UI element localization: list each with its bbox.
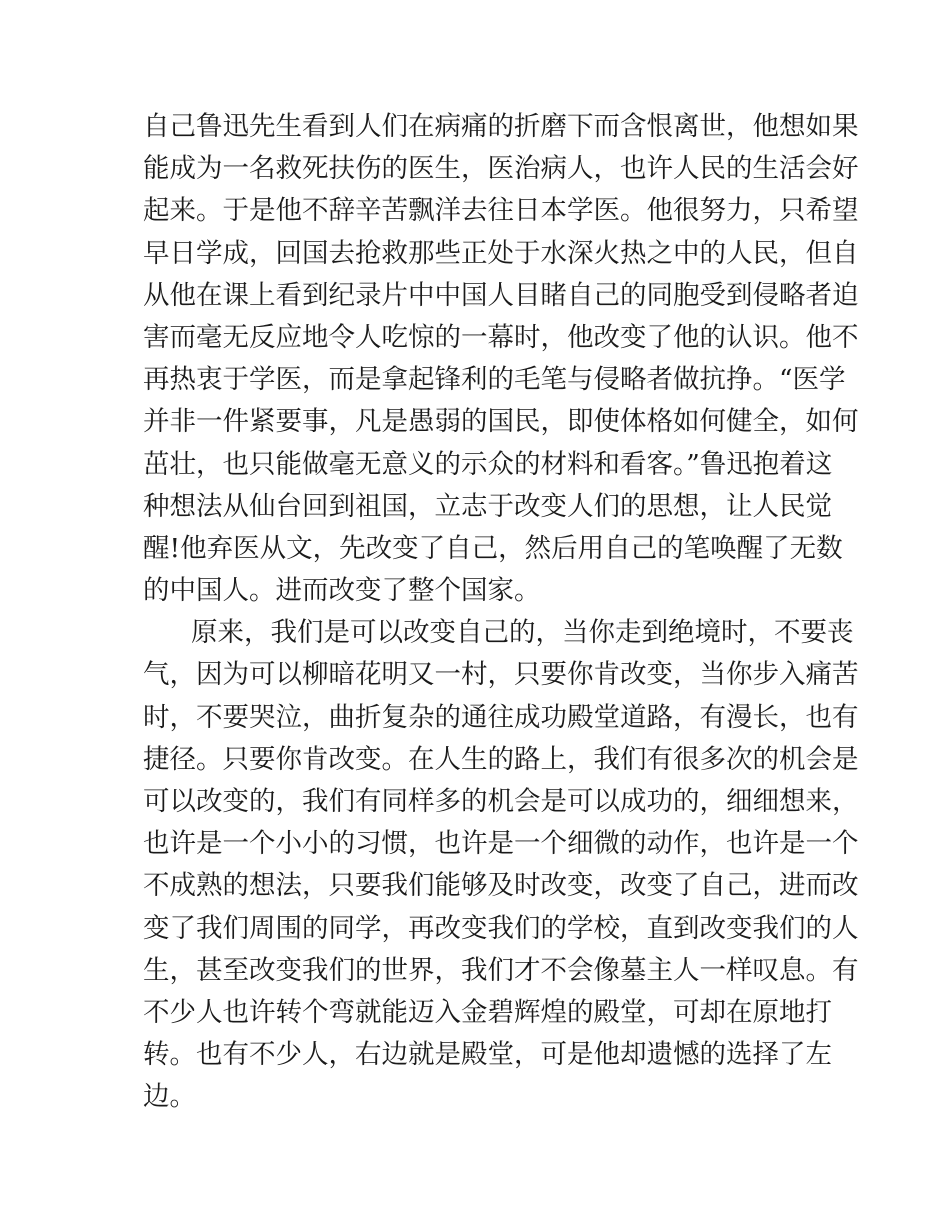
paragraph-line: 能成为一名救死扶伤的医生，医治病人，也许人民的生活会好 [143,153,859,185]
paragraph-line: 捷径。只要你肯改变。在人生的路上，我们有很多次的机会是 [143,743,859,775]
paragraph-line: 起来。于是他不辞辛苦飘洋去往日本学医。他很努力，只希望 [143,195,859,227]
paragraph-line: 早日学成，回国去抢救那些正处于水深火热之中的人民，但自 [143,237,859,269]
paragraph-line: 种想法从仙台回到祖国，立志于改变人们的思想，让人民觉 [143,490,832,522]
paragraph-line: 从他在课上看到纪录片中中国人目睹自己的同胞受到侵略者迫 [143,279,859,311]
paragraph-line: 不成熟的想法，只要我们能够及时改变，改变了自己，进而改 [143,870,859,902]
paragraph-2 [143,612,859,1118]
paragraph-1 [143,106,859,612]
paragraph-line: 也许是一个小小的习惯，也许是一个细微的动作，也许是一个 [143,828,859,860]
paragraph-line: 生，甚至改变我们的世界，我们才不会像墓主人一样叹息。有 [143,954,859,986]
paragraph-line: 转。也有不少人，右边就是殿堂，可是他却遗憾的选择了左 [143,1039,832,1071]
paragraph-line: 变了我们周围的同学，再改变我们的学校，直到改变我们的人 [143,912,859,944]
paragraph-line: 边。 [143,1081,196,1113]
document-body [143,106,859,1119]
paragraph-line: 不少人也许转个弯就能迈入金碧辉煌的殿堂，可却在原地打 [143,996,832,1028]
paragraph-line: 并非一件紧要事，凡是愚弱的国民，即使体格如何健全，如何 [143,406,859,438]
paragraph-line: 醒!他弃医从文，先改变了自己，然后用自己的笔唤醒了无数 [143,532,843,564]
paragraph-line: 害而毫无反应地令人吃惊的一幕时，他改变了他的认识。他不 [143,321,859,353]
paragraph-line: 气，因为可以柳暗花明又一村，只要你肯改变，当你步入痛苦 [143,659,859,691]
paragraph-line: 茁壮，也只能做毫无意义的示众的材料和看客。”鲁迅抱着这 [143,448,833,480]
paragraph-line: 自己鲁迅先生看到人们在病痛的折磨下而含恨离世，他想如果 [143,111,859,142]
paragraph-line: 再热衷于学医，而是拿起锋利的毛笔与侵略者做抗挣。“医学 [143,364,846,396]
paragraph-line-indented: 原来，我们是可以改变自己的，当你走到绝境时，不要丧 [191,617,854,649]
paragraph-line: 的中国人。进而改变了整个国家。 [143,575,541,607]
paragraph-line: 可以改变的，我们有同样多的机会是可以成功的，细细想来， [143,786,859,817]
paragraph-line: 时，不要哭泣，曲折复杂的通往成功殿堂道路，有漫长，也有 [143,701,859,733]
